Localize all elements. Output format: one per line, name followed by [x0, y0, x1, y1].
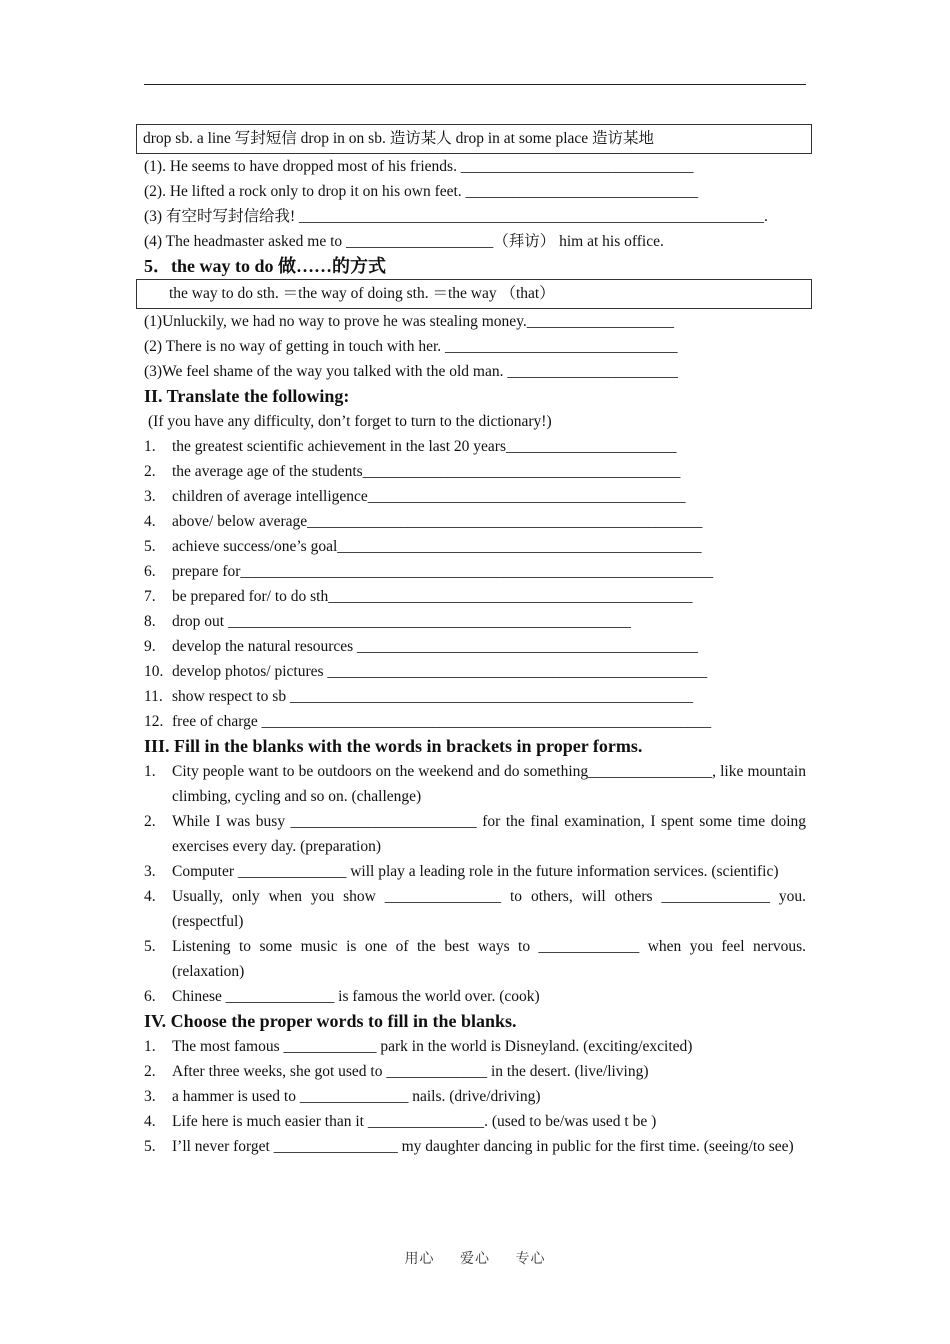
drop-item-2: (2). He lifted a rock only to drop it on his own feet. ______________________________: [144, 183, 699, 200]
phrase-box-way: the way to do sth. ＝the way of doing sth. ＝the way （that）: [136, 279, 812, 309]
section-2-note: (If you have any difficulty, don’t forget to turn to the dictionary!): [148, 413, 552, 430]
section-4-heading: IV. Choose the proper words to fill in the blanks.: [144, 1011, 517, 1031]
fill-item: 3. Computer ______________ will play a leading role in the future information services. (scientific): [144, 863, 779, 880]
answer-blank[interactable]: ______________________________: [460, 158, 694, 175]
translate-item: 5. achieve success/one’s goal_______________________________________________: [144, 538, 702, 555]
section-3-heading: III. Fill in the blanks with the words in brackets in proper forms.: [144, 736, 643, 756]
translate-list: [144, 434, 806, 734]
drop-item-1: (1). He seems to have dropped most of his friends. ______________________________: [144, 158, 694, 175]
translate-item: 3. children of average intelligence_________________________________________: [144, 488, 686, 505]
fill-item: 6. Chinese ______________ is famous the world over. (cook): [144, 988, 540, 1005]
translate-item: 8. drop out ____________________________________________________: [144, 613, 631, 630]
drop-exercise-list: [144, 154, 806, 254]
translate-item: 10. develop photos/ pictures _________________________________________________: [144, 663, 708, 680]
fill-item: 4. Usually, only when you show _______________ to others, will others ______________ you. (respectful): [144, 888, 806, 930]
translate-item: 4. above/ below average___________________________________________________: [144, 513, 703, 530]
choose-item: 2. After three weeks, she got used to _____________ in the desert. (live/living): [144, 1063, 649, 1080]
choose-item: 3. a hammer is used to ______________ nails. (drive/driving): [144, 1088, 541, 1105]
way-item-3: (3)We feel shame of the way you talked with the old man. ______________________: [144, 363, 678, 380]
section-2-heading: II. Translate the following:: [144, 386, 350, 406]
translate-item: 9. develop the natural resources ____________________________________________: [144, 638, 699, 655]
translate-item: 7. be prepared for/ to do sth_______________________________________________: [144, 588, 693, 605]
worksheet-content: [144, 124, 806, 1159]
translate-item: 2. the average age of the students_________________________________________: [144, 463, 681, 480]
answer-blank[interactable]: ______________________________: [465, 183, 699, 200]
choose-item: 5. I’ll never forget ________________ my daughter dancing in public for the first time. (seeing/to see): [144, 1138, 794, 1155]
phrase-box-drop: drop sb. a line 写封短信 drop in on sb. 造访某人 drop in at some place 造访某地: [136, 124, 812, 154]
choose-list: [144, 1034, 806, 1159]
drop-item-3: (3) 有空时写封信给我! ____________________________________________________________.: [144, 208, 768, 225]
way-item-1: (1)Unluckily, we had no way to prove he was stealing money.___________________: [144, 313, 675, 330]
translate-item: 6. prepare for_____________________________________________________________: [144, 563, 714, 580]
drop-item-4: (4) The headmaster asked me to ___________________（拜访） him at his office.: [144, 233, 664, 250]
fill-item: 5. Listening to some music is one of the best ways to _____________ when you feel nervous. (relaxation): [144, 938, 806, 980]
choose-item: 1. The most famous ____________ park in the world is Disneyland. (exciting/excited): [144, 1038, 693, 1055]
translate-item: 11. show respect to sb ____________________________________________________: [144, 688, 693, 705]
fill-item: 1. City people want to be outdoors on the weekend and do something________________, like mountain climbing, cycling and so on. (challenge): [144, 763, 806, 805]
fill-item: 2. While I was busy ________________________ for the final examination, I spent some time doing exercises every day. (preparation): [144, 813, 806, 855]
translate-item: 12. free of charge __________________________________________________________: [144, 713, 712, 730]
section-5-heading: 5．the way to do 做……的方式: [144, 256, 386, 276]
header-rule: [144, 84, 806, 85]
answer-blank[interactable]: ____________________________________________________________.: [299, 208, 768, 225]
page-footer: 用心 爱心 专心: [404, 1251, 546, 1267]
translate-item: 1. the greatest scientific achievement in the last 20 years______________________: [144, 438, 677, 455]
choose-item: 4. Life here is much easier than it _______________. (used to be/was used t be ): [144, 1113, 657, 1130]
way-item-2: (2) There is no way of getting in touch with her. ______________________________: [144, 338, 678, 355]
way-exercise-list: [144, 309, 806, 384]
fill-list: [144, 759, 806, 1009]
